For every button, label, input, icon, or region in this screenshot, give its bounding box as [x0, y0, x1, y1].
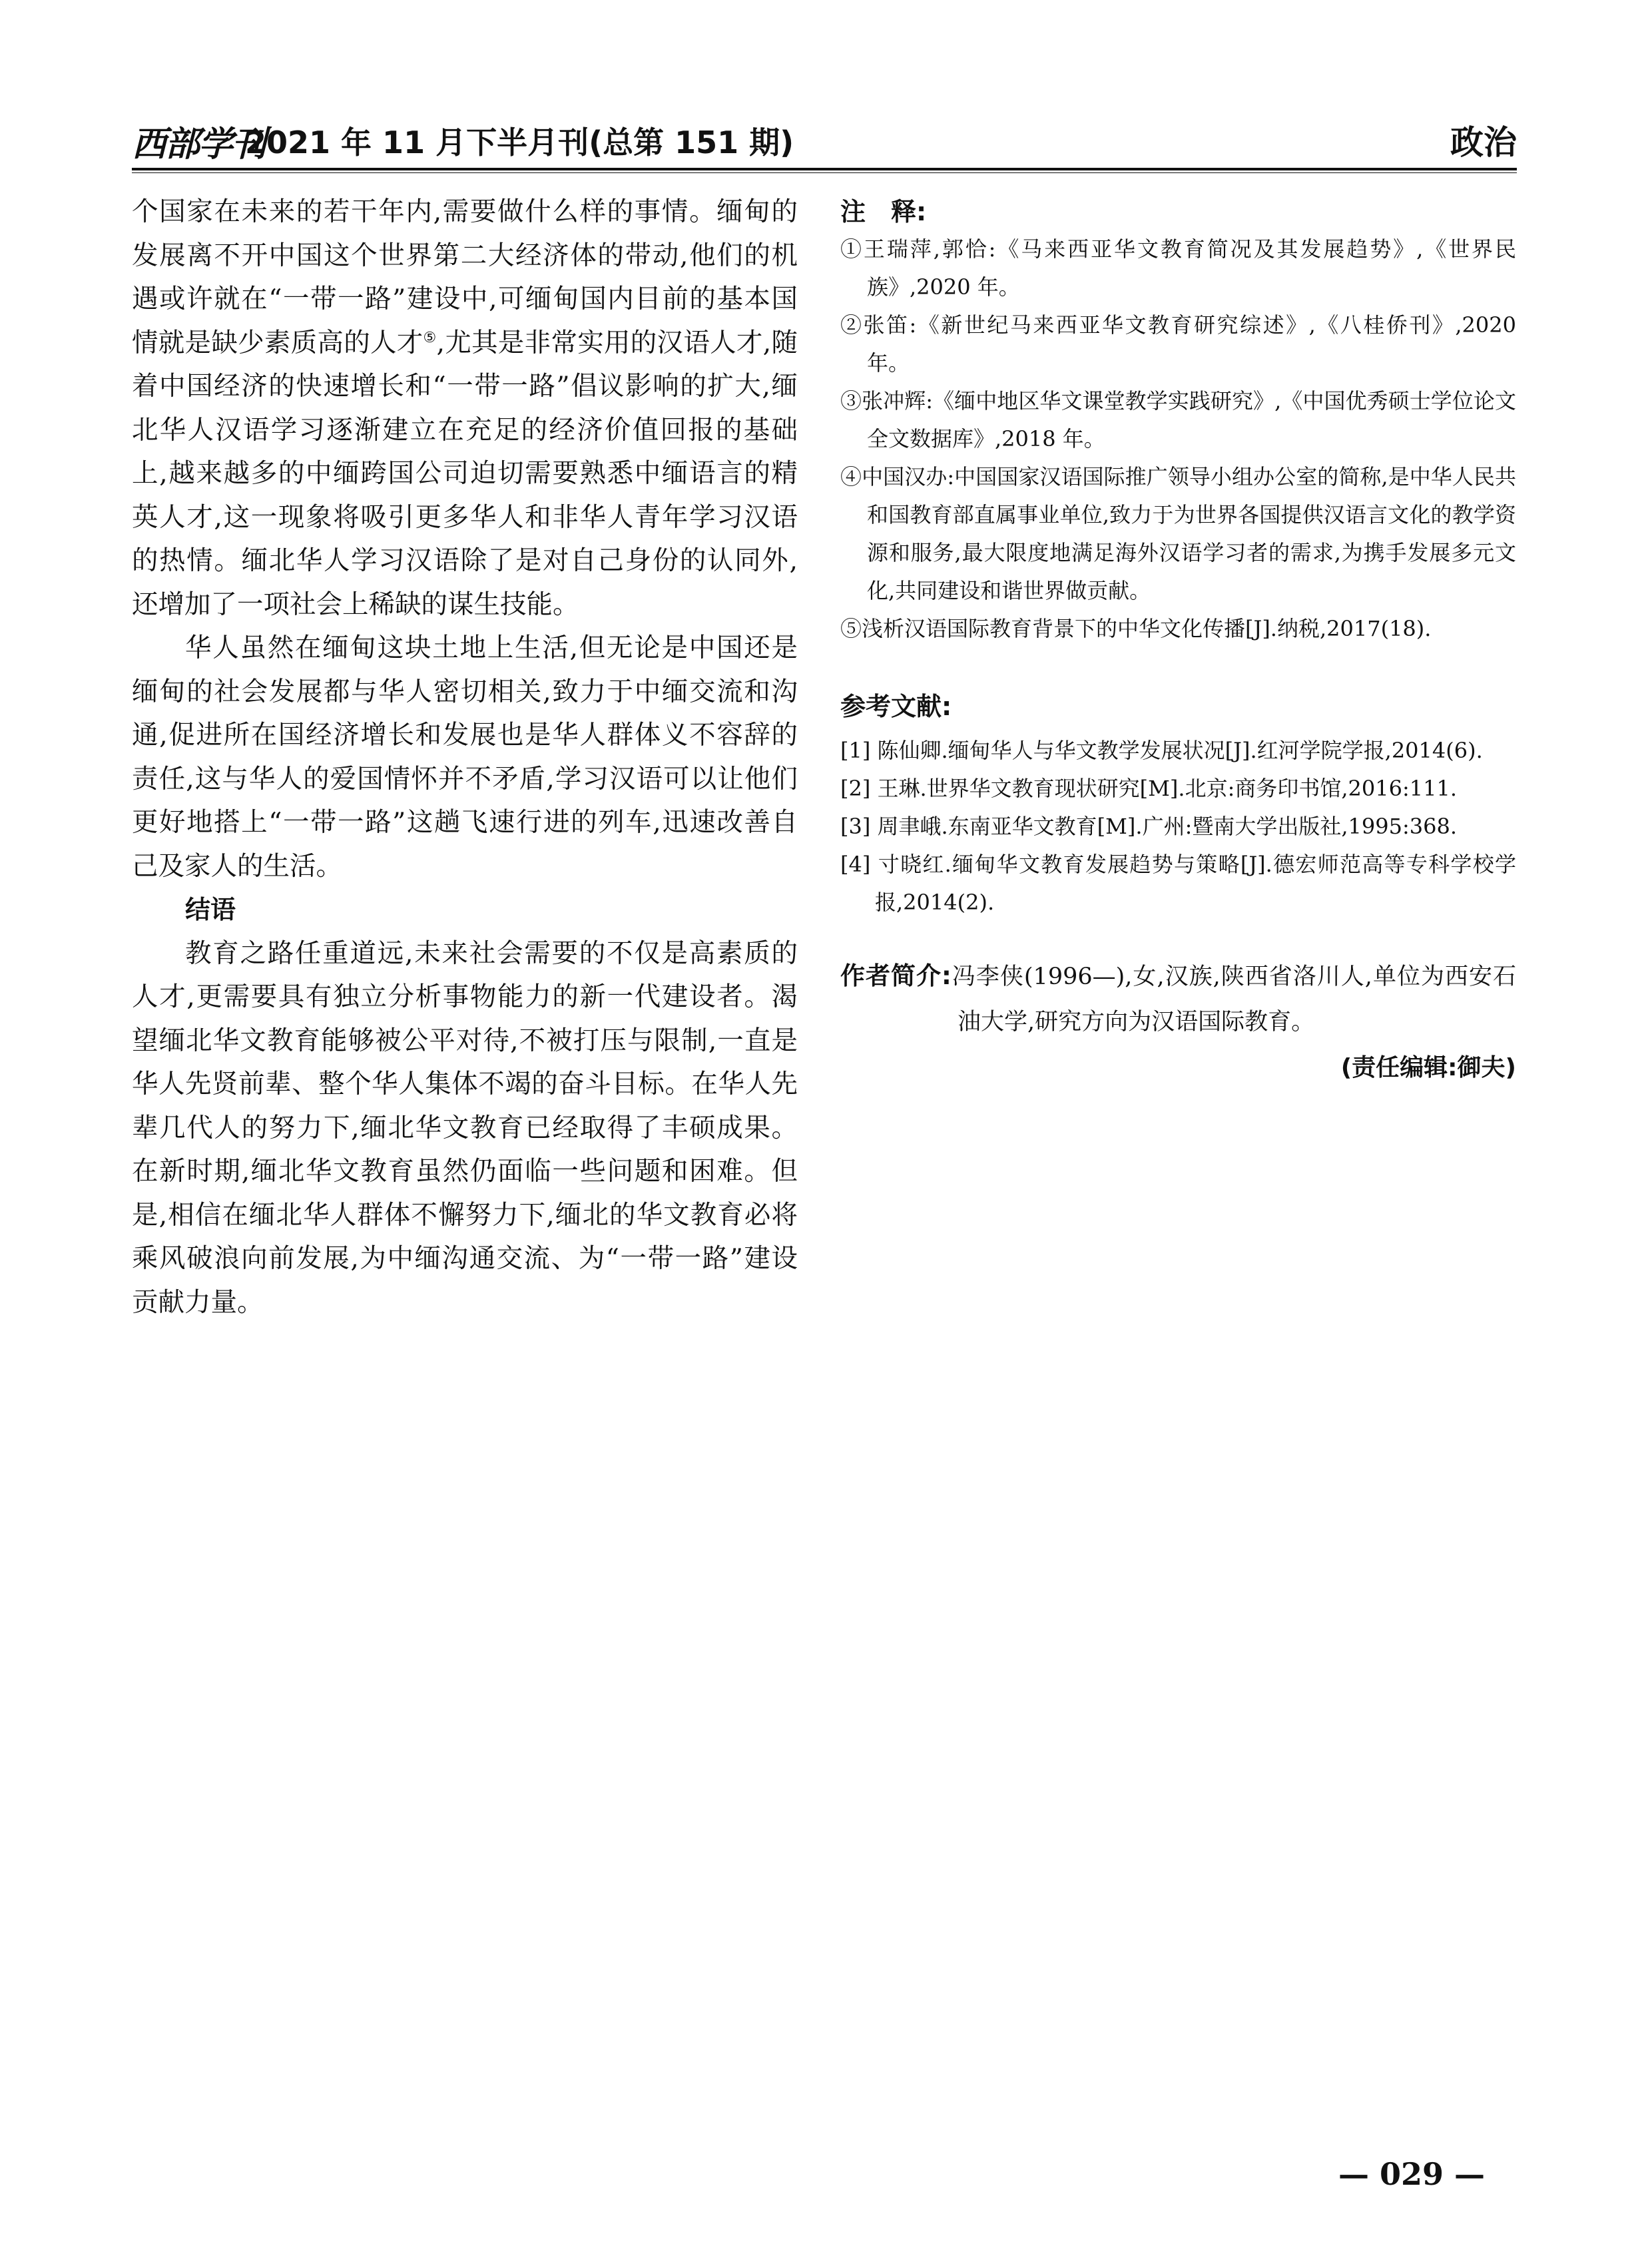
left-column — [132, 190, 798, 1324]
reference-item: [1] 陈仙卿.缅甸华人与华文教学发展状况[J].红河学院学报,2014(6). — [840, 738, 1483, 763]
editor-credit: (责任编辑:御夫) — [1340, 1054, 1516, 1081]
note-item: ⑤浅析汉语国际教育背景下的中华文化传播[J].纳税,2017(18). — [840, 616, 1432, 641]
author-bio — [840, 954, 1516, 1045]
section-title: 政治 — [1450, 123, 1517, 162]
body-paragraph-2: 华人虽然在缅甸这块土地上生活,但无论是中国还是缅甸的社会发展都与华人密切相关,致力于中缅交流和沟通,促进所在国经济增长和发展也是华人群体义不容辞的责任,这与华人的爱国情怀并不矛盾,学习汉语可以让他们更好地搭上“一带一路”这趟飞速行进的列车,迅速改善自己及家人的生活。 — [132, 633, 798, 882]
author-bio-label: 作者简介: — [840, 962, 952, 990]
references-heading: 参考文献: — [840, 692, 952, 721]
page-header — [132, 112, 1517, 166]
reference-item: [4] 寸晓红.缅甸华文教育发展趋势与策略[J].德宏师范高等专科学校学报,2014(2). — [840, 852, 1516, 915]
section-heading-conclusion: 结语 — [185, 895, 236, 924]
header-rule — [132, 168, 1517, 170]
reference-item: [2] 王琳.世界华文教育现状研究[M].北京:商务印书馆,2016:111. — [840, 776, 1458, 801]
references-list — [840, 732, 1516, 922]
note-item: ③张冲辉:《缅中地区华文课堂教学实践研究》,《中国优秀硕士学位论文全文数据库》,2018 年。 — [840, 388, 1516, 451]
note-item: ①王瑞萍,郭恰:《马来西亚华文教育简况及其发展趋势》,《世界民族》,2020 年。 — [840, 236, 1516, 300]
body-paragraph-1: 个国家在未来的若干年内,需要做什么样的事情。缅甸的发展离不开中国这个世界第二大经济体的带动,他们的机遇或许就在“一带一路”建设中,可缅甸国内目前的基本国情就是缺少素质高的人才⑤,尤其是非常实用的汉语人才,随着中国经济的快速增长和“一带一路”倡议影响的扩大,缅北华人汉语学习逐渐建立在充足的经济价值回报的基础上,越来越多的中缅跨国公司迫切需要熟悉中缅语言的精英人才,这一现象将吸引更多华人和非华人青年学习汉语的热情。缅北华人学习汉语除了是对自己身份的认同外,还增加了一项社会上稀缺的谋生技能。 — [132, 196, 798, 620]
journal-logo: 西部学刊 — [132, 124, 266, 164]
author-bio-text: 冯李侠(1996—),女,汉族,陕西省洛川人,单位为西安石油大学,研究方向为汉语国际教育。 — [951, 964, 1517, 1035]
notes-list — [840, 230, 1516, 648]
reference-item: [3] 周聿峨.东南亚华文教育[M].广州:暨南大学出版社,1995:368. — [840, 814, 1458, 839]
notes-heading: 注 释: — [840, 197, 927, 226]
header-rule-thin — [132, 172, 1517, 173]
note-item: ②张笛:《新世纪马来西亚华文教育研究综述》,《八桂侨刊》,2020 年。 — [840, 312, 1516, 376]
issue-info: 2021 年 11 月下半月刊(总第 151 期) — [245, 125, 794, 160]
note-item: ④中国汉办:中国国家汉语国际推广领导小组办公室的简称,是中华人民共和国教育部直属事业单位,致力于为世界各国提供汉语言文化的教学资源和服务,最大限度地满足海外汉语学习者的需求,为携手发展多元文化,共同建设和谐世界做贡献。 — [840, 464, 1516, 603]
page-number: — 029 — — [1338, 2156, 1486, 2192]
footnote-ref-5: ⑤ — [423, 329, 437, 346]
body-paragraph-3: 教育之路任重道远,未来社会需要的不仅是高素质的人才,更需要具有独立分析事物能力的新一代建设者。渴望缅北华文教育能够被公平对待,不被打压与限制,一直是华人先贤前辈、整个华人集体不竭的奋斗目标。在华人先辈几代人的努力下,缅北华文教育已经取得了丰硕成果。在新时期,缅北华文教育虽然仍面临一些问题和困难。但是,相信在缅北华人群体不懈努力下,缅北的华文教育必将乘风破浪向前发展,为中缅沟通交流、为“一带一路”建设贡献力量。 — [132, 938, 798, 1318]
right-column — [840, 193, 1516, 1083]
